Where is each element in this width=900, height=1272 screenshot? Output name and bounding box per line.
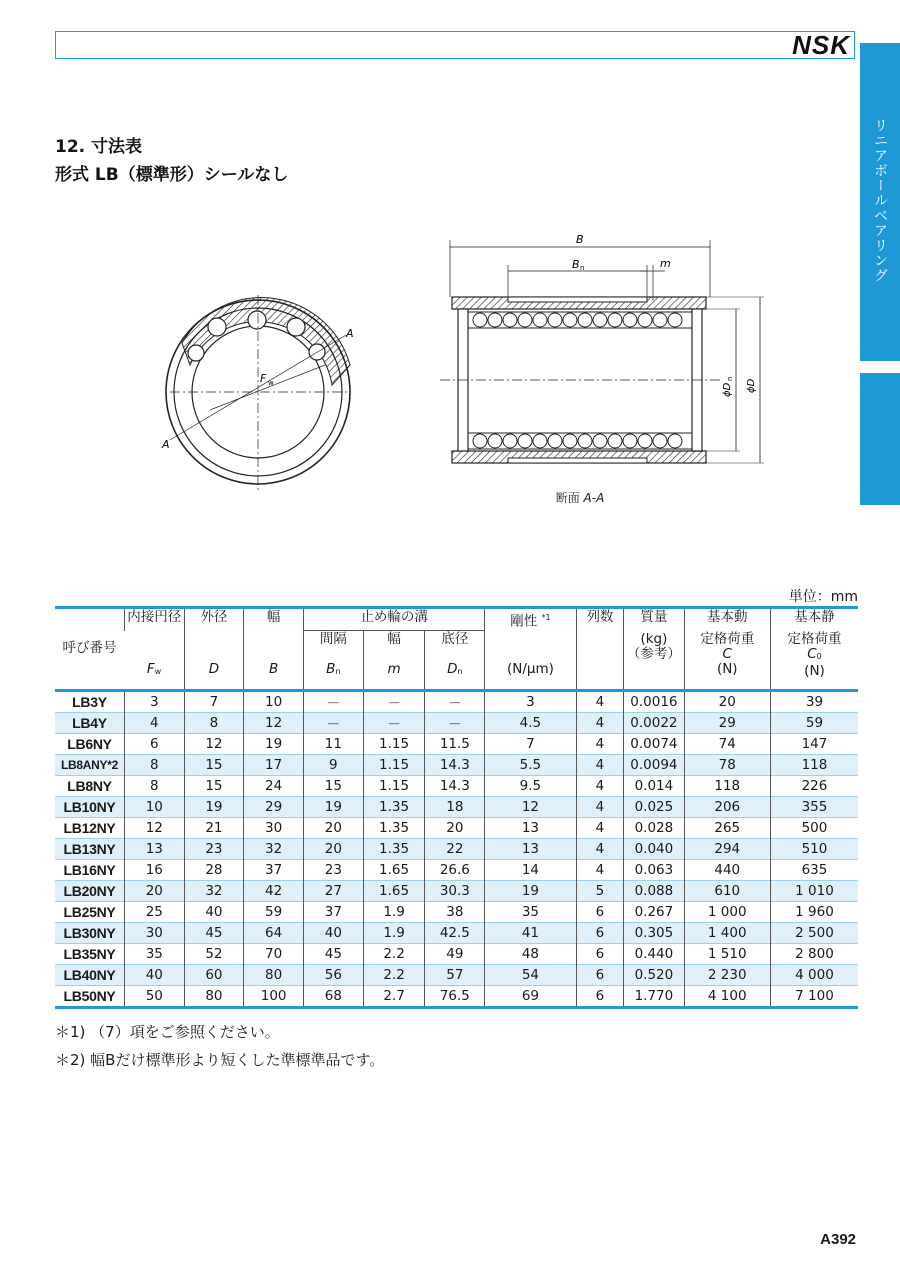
table-cell: 4: [576, 860, 624, 881]
table-cell: 69: [485, 986, 576, 1008]
table-cell: 23: [184, 839, 244, 860]
table-row: [55, 986, 858, 1008]
table-cell: 510: [770, 839, 858, 860]
table-cell: 54: [485, 965, 576, 986]
table-row: [55, 965, 858, 986]
table-cell: 5.5: [485, 755, 576, 776]
table-cell: 30.3: [425, 881, 485, 902]
table-cell: 6: [576, 944, 624, 965]
page-number: A392: [820, 1231, 856, 1248]
table-cell-code: LB35NY: [55, 944, 124, 965]
sub-bn: 間隔 $B_n$: [304, 631, 364, 691]
table-cell: 59: [770, 713, 858, 734]
sub-rigidity: (N/μm): [485, 631, 576, 691]
table-cell-code: LB40NY: [55, 965, 124, 986]
sub-rows: [576, 631, 624, 691]
table-cell: 78: [684, 755, 770, 776]
table-cell: 48: [485, 944, 576, 965]
bearing-drawing: [150, 225, 790, 490]
table-cell: －: [304, 713, 364, 734]
table-cell: 39: [770, 691, 858, 713]
table-cell: 635: [770, 860, 858, 881]
table-cell: 19: [244, 734, 304, 755]
table-cell: 60: [184, 965, 244, 986]
table-cell: 40: [304, 923, 364, 944]
col-stat: 基本静: [770, 608, 858, 631]
sub-b: B: [244, 631, 304, 691]
table-cell: 19: [304, 797, 364, 818]
table-cell: 147: [770, 734, 858, 755]
table-row: [55, 734, 858, 755]
table-cell: 8: [184, 713, 244, 734]
sub-dyn: 定格荷重 C (N): [684, 631, 770, 691]
sub-dn: 底径 $D_n$: [425, 631, 485, 691]
table-cell: 20: [304, 818, 364, 839]
table-cell: 1 400: [684, 923, 770, 944]
table-cell: 17: [244, 755, 304, 776]
table-cell: 70: [244, 944, 304, 965]
table-cell: 0.305: [624, 923, 684, 944]
table-cell: 1.65: [363, 860, 425, 881]
table-cell: 2 800: [770, 944, 858, 965]
table-cell: 15: [184, 755, 244, 776]
rigidity-label: 剛性: [510, 613, 538, 630]
table-cell: 9.5: [485, 776, 576, 797]
table-cell: 4: [576, 713, 624, 734]
table-cell: 0.040: [624, 839, 684, 860]
table-cell-code: LB6NY: [55, 734, 124, 755]
footnote-2: ＊2) 幅Bだけ標準形より短くした準標準品です。: [55, 1051, 385, 1069]
table-cell: 74: [684, 734, 770, 755]
table-cell: 13: [124, 839, 184, 860]
table-cell: 41: [485, 923, 576, 944]
table-cell: 76.5: [425, 986, 485, 1008]
table-cell: 4 100: [684, 986, 770, 1008]
table-cell: 68: [304, 986, 364, 1008]
table-cell: 24: [244, 776, 304, 797]
table-cell: 10: [124, 797, 184, 818]
table-cell: 0.028: [624, 818, 684, 839]
table-cell: 6: [576, 965, 624, 986]
table-cell: 12: [184, 734, 244, 755]
table-cell: 20: [304, 839, 364, 860]
table-cell-code: LB10NY: [55, 797, 124, 818]
table-cell: 6: [124, 734, 184, 755]
table-row: [55, 755, 858, 776]
table-cell: 29: [244, 797, 304, 818]
table-cell: 4: [576, 818, 624, 839]
label-b: B: [576, 233, 584, 246]
table-cell: 38: [425, 902, 485, 923]
col-b: 幅: [244, 608, 304, 631]
header-rule: [55, 31, 855, 59]
table-cell: 1 010: [770, 881, 858, 902]
table-cell: 52: [184, 944, 244, 965]
table-cell: 57: [425, 965, 485, 986]
table-cell: 56: [304, 965, 364, 986]
table-cell: 32: [244, 839, 304, 860]
table-cell: 37: [244, 860, 304, 881]
table-cell: 26.6: [425, 860, 485, 881]
col-d: 外径: [184, 608, 244, 631]
table-cell: 20: [684, 691, 770, 713]
table-cell: －: [363, 713, 425, 734]
section-view: [440, 233, 764, 463]
sub-stat: 定格荷重 $C_0$ (N): [770, 631, 858, 691]
col-groove: 止め輪の溝: [304, 608, 485, 631]
label-fw-sub: w: [268, 379, 274, 387]
table-cell: 1.15: [363, 755, 425, 776]
table-cell: 500: [770, 818, 858, 839]
table-cell: 4.5: [485, 713, 576, 734]
table-cell: 1.9: [363, 902, 425, 923]
table-row: [55, 860, 858, 881]
table-cell: －: [304, 691, 364, 713]
table-cell: 29: [684, 713, 770, 734]
table-cell: 6: [576, 902, 624, 923]
label-m: m: [660, 257, 671, 270]
table-cell: 13: [485, 839, 576, 860]
table-cell: 16: [124, 860, 184, 881]
table-cell: 22: [425, 839, 485, 860]
label-a-bottom: A: [162, 438, 170, 451]
table-cell: 2.2: [363, 965, 425, 986]
table-row: [55, 881, 858, 902]
table-cell: －: [425, 691, 485, 713]
table-row: [55, 691, 858, 713]
label-bn: B: [572, 258, 580, 271]
table-cell: －: [425, 713, 485, 734]
table-row: [55, 839, 858, 860]
table-cell: 1.15: [363, 734, 425, 755]
table-cell: 6: [576, 986, 624, 1008]
table-cell: 80: [184, 986, 244, 1008]
label-d: ϕD: [746, 378, 757, 393]
table-cell: 12: [485, 797, 576, 818]
table-cell: 610: [684, 881, 770, 902]
table-cell: 13: [485, 818, 576, 839]
table-cell: 4: [124, 713, 184, 734]
table-cell: 2 500: [770, 923, 858, 944]
table-cell: 42: [244, 881, 304, 902]
caption-prefix: 断面: [555, 491, 584, 505]
table-cell: 20: [124, 881, 184, 902]
table-cell: 19: [184, 797, 244, 818]
col-fw: 内接円径: [124, 608, 184, 631]
table-cell: 4: [576, 839, 624, 860]
table-cell-code: LB13NY: [55, 839, 124, 860]
table-row: [55, 776, 858, 797]
table-cell: 32: [184, 881, 244, 902]
table-cell: 30: [244, 818, 304, 839]
col-code: 呼び番号: [62, 640, 117, 656]
table-cell: 35: [485, 902, 576, 923]
front-view: [161, 295, 354, 490]
table-cell: 30: [124, 923, 184, 944]
table-cell: 0.520: [624, 965, 684, 986]
col-dyn: 基本動: [684, 608, 770, 631]
table-cell: 1 510: [684, 944, 770, 965]
table-cell: －: [363, 691, 425, 713]
table-cell: 37: [304, 902, 364, 923]
table-cell: 7: [184, 691, 244, 713]
table-cell: 1.9: [363, 923, 425, 944]
table-cell: 8: [124, 776, 184, 797]
table-cell: 12: [124, 818, 184, 839]
label-a-top: A: [346, 327, 354, 340]
table-cell-code: LB3Y: [55, 691, 124, 713]
section-caption: [530, 489, 630, 506]
caption-section: A-A: [583, 491, 605, 505]
table-cell: 40: [124, 965, 184, 986]
table-cell: 206: [684, 797, 770, 818]
table-cell: 20: [425, 818, 485, 839]
table-row: [55, 818, 858, 839]
table-cell: 7: [485, 734, 576, 755]
table-cell: 2 230: [684, 965, 770, 986]
table-cell-code: LB4Y: [55, 713, 124, 734]
table-cell: 35: [124, 944, 184, 965]
table-cell: 80: [244, 965, 304, 986]
table-cell: 1 000: [684, 902, 770, 923]
table-cell: 14.3: [425, 776, 485, 797]
table-cell-code: LB50NY: [55, 986, 124, 1008]
table-cell: 8: [124, 755, 184, 776]
table-cell: 1.35: [363, 818, 425, 839]
table-cell: 14.3: [425, 755, 485, 776]
table-row: [55, 902, 858, 923]
table-cell: 2.7: [363, 986, 425, 1008]
table-row: [55, 944, 858, 965]
brand-logo: NSK: [792, 30, 850, 60]
table-cell: 42.5: [425, 923, 485, 944]
table-cell: 40: [184, 902, 244, 923]
table-row: [55, 923, 858, 944]
footnote-1: ＊1) （7）項をご参照ください。: [55, 1023, 280, 1041]
table-cell: 440: [684, 860, 770, 881]
table-cell: 14: [485, 860, 576, 881]
table-cell: 3: [485, 691, 576, 713]
table-cell: 10: [244, 691, 304, 713]
table-cell: 0.0094: [624, 755, 684, 776]
table-cell: 0.014: [624, 776, 684, 797]
table-cell: 28: [184, 860, 244, 881]
unit-label: 単位：mm: [788, 589, 858, 605]
table-cell: 294: [684, 839, 770, 860]
table-row: [55, 713, 858, 734]
dimension-table: [55, 606, 858, 1009]
sub-fw: $F_w$: [146, 660, 162, 677]
table-cell-code: LB8NY: [55, 776, 124, 797]
table-cell: 3: [124, 691, 184, 713]
table-cell: 1.15: [363, 776, 425, 797]
table-cell: 25: [124, 902, 184, 923]
table-cell: 49: [425, 944, 485, 965]
table-cell: 100: [244, 986, 304, 1008]
table-cell: 18: [425, 797, 485, 818]
table-cell: 226: [770, 776, 858, 797]
table-cell: 21: [184, 818, 244, 839]
table-cell: 4: [576, 734, 624, 755]
table-cell: 11.5: [425, 734, 485, 755]
side-tab-label: リニアボールベアリング: [872, 118, 888, 283]
table-cell: 64: [244, 923, 304, 944]
table-cell: 0.088: [624, 881, 684, 902]
table-cell: 0.0016: [624, 691, 684, 713]
table-cell: 0.267: [624, 902, 684, 923]
table-cell-code: LB20NY: [55, 881, 124, 902]
table-cell-code: LB16NY: [55, 860, 124, 881]
table-cell: 118: [684, 776, 770, 797]
side-tab[interactable]: [860, 43, 900, 361]
table-cell: 0.0074: [624, 734, 684, 755]
table-cell: 4: [576, 776, 624, 797]
table-cell: 1.35: [363, 839, 425, 860]
table-cell: 4 000: [770, 965, 858, 986]
table-cell: 118: [770, 755, 858, 776]
table-row: [55, 797, 858, 818]
table-cell: 265: [684, 818, 770, 839]
table-cell: 4: [576, 755, 624, 776]
table-cell: 12: [244, 713, 304, 734]
table-cell-code: LB12NY: [55, 818, 124, 839]
table-cell: 45: [304, 944, 364, 965]
table-cell-code: LB25NY: [55, 902, 124, 923]
table-cell: 23: [304, 860, 364, 881]
table-cell: 11: [304, 734, 364, 755]
table-cell: 7 100: [770, 986, 858, 1008]
table-cell: 1.65: [363, 881, 425, 902]
table-cell: 0.0022: [624, 713, 684, 734]
label-dn: ϕD: [722, 382, 733, 397]
table-cell: 15: [184, 776, 244, 797]
table-cell: 4: [576, 691, 624, 713]
section-title: 12. 寸法表: [55, 137, 143, 157]
label-bn-sub: n: [580, 264, 585, 272]
table-cell: 5: [576, 881, 624, 902]
col-mass: 質量: [624, 608, 684, 631]
side-tab-lower: [860, 373, 900, 505]
rigidity-note: *1: [541, 613, 551, 622]
col-rigidity: [485, 608, 576, 631]
label-dn-sub: n: [726, 376, 734, 381]
table-cell: 0.440: [624, 944, 684, 965]
table-cell: 355: [770, 797, 858, 818]
table-cell: 1.770: [624, 986, 684, 1008]
table-cell: 45: [184, 923, 244, 944]
table-cell: 0.025: [624, 797, 684, 818]
table-cell: 15: [304, 776, 364, 797]
table-cell: 50: [124, 986, 184, 1008]
table-cell: 0.063: [624, 860, 684, 881]
sub-m: 幅 m: [363, 631, 425, 691]
sub-mass: (kg) （参考）: [624, 631, 684, 691]
col-rows: 列数: [576, 608, 624, 631]
table-cell: 1 960: [770, 902, 858, 923]
label-fw: F: [260, 372, 267, 385]
table-cell: 59: [244, 902, 304, 923]
table-cell-code: LB30NY: [55, 923, 124, 944]
table-cell: 6: [576, 923, 624, 944]
sub-d: D: [184, 631, 244, 691]
table-cell: 1.35: [363, 797, 425, 818]
table-cell: 27: [304, 881, 364, 902]
table-cell: 4: [576, 797, 624, 818]
table-cell: 19: [485, 881, 576, 902]
section-subtitle: 形式 LB（標準形）シールなし: [55, 165, 289, 185]
table-cell: 9: [304, 755, 364, 776]
table-cell: 2.2: [363, 944, 425, 965]
table-cell-code: LB8ANY*2: [55, 755, 124, 776]
